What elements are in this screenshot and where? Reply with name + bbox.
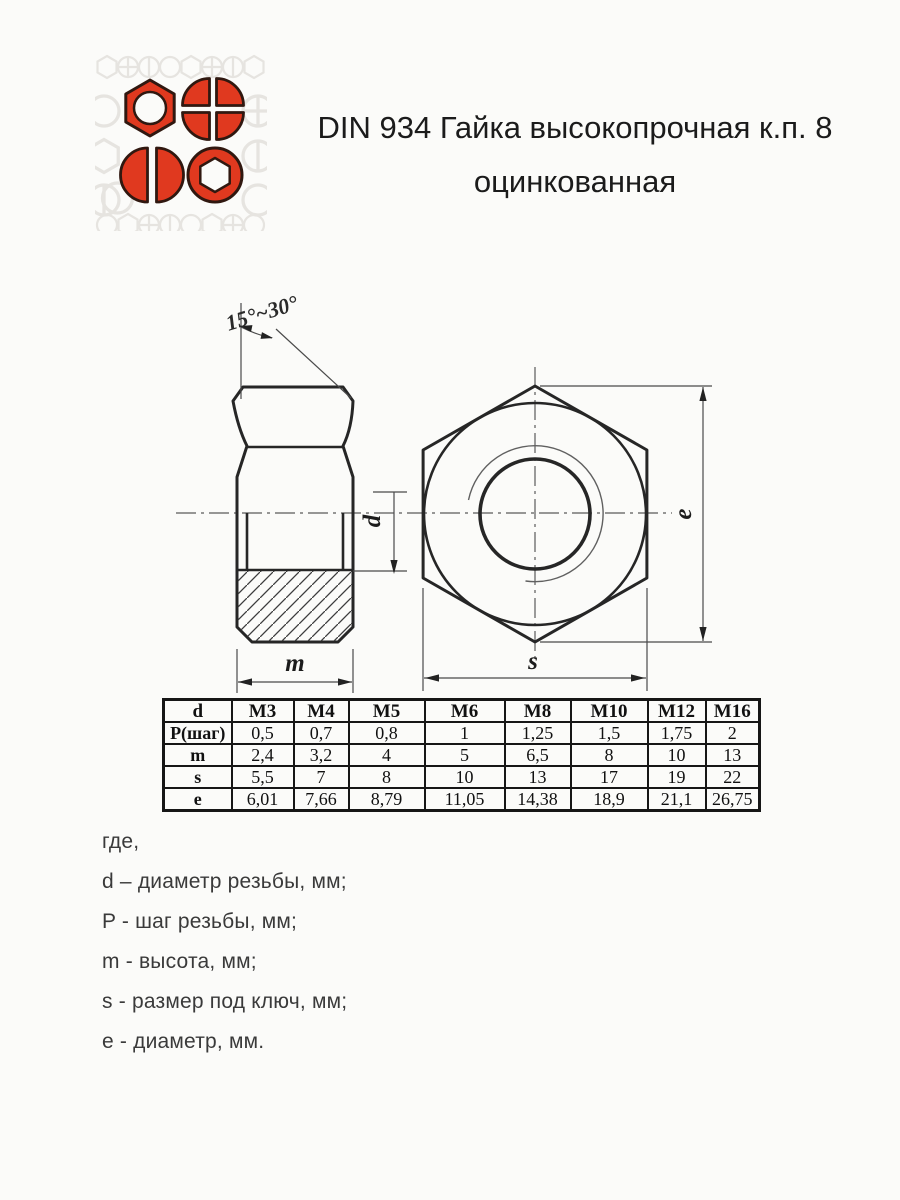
cell: 10 (648, 744, 706, 766)
legend-item-m: m - высота, мм; (102, 950, 257, 973)
cell: 0,8 (349, 722, 425, 744)
row-label: s (164, 766, 232, 788)
page-title-line2: оцинкованная (473, 164, 677, 199)
table-row (164, 722, 760, 744)
cell: 8 (571, 744, 648, 766)
table-row (164, 766, 760, 788)
col-header: M6 (425, 700, 505, 723)
cell: 7,66 (294, 788, 349, 811)
cell: 8,79 (349, 788, 425, 811)
legend-item-d: d – диаметр резьбы, мм; (102, 870, 347, 893)
page-title-line1: DIN 934 Гайка высокопрочная к.п. 8 (317, 110, 833, 145)
cell: 17 (571, 766, 648, 788)
section-hatching (238, 571, 352, 641)
cell: 13 (505, 766, 571, 788)
cell: 10 (425, 766, 505, 788)
col-header: M16 (706, 700, 760, 723)
table-header-row (164, 700, 760, 723)
cell: 21,1 (648, 788, 706, 811)
col-header: M12 (648, 700, 706, 723)
cell: 19 (648, 766, 706, 788)
page-title (250, 101, 900, 209)
chamfer-angle-label: 15°~30° (222, 290, 301, 336)
dimensions-table (162, 698, 761, 812)
cell: 1,5 (571, 722, 648, 744)
cell: 22 (706, 766, 760, 788)
table-row (164, 788, 760, 811)
cell: 8 (349, 766, 425, 788)
dimension-e-label: e (670, 508, 697, 520)
legend-item-s: s - размер под ключ, мм; (102, 990, 348, 1013)
hex-socket-head-icon (188, 148, 242, 202)
cell: 18,9 (571, 788, 648, 811)
dimension-s-label: s (528, 648, 538, 675)
legend-item-e: e - диаметр, мм. (102, 1030, 265, 1053)
dimension-d-label: d (359, 514, 386, 528)
col-header: M4 (294, 700, 349, 723)
cell: 0,5 (232, 722, 294, 744)
cell: 0,7 (294, 722, 349, 744)
cell: 11,05 (425, 788, 505, 811)
fastener-watermark-pattern (95, 56, 267, 231)
cell: 2 (706, 722, 760, 744)
legend-item-p: P - шаг резьбы, мм; (102, 910, 298, 933)
col-header: M10 (571, 700, 648, 723)
company-logo (95, 53, 267, 231)
col-header: M5 (349, 700, 425, 723)
table-row (164, 744, 760, 766)
cell: 6,01 (232, 788, 294, 811)
chamfer-angle-annotation (223, 290, 351, 399)
cell: 6,5 (505, 744, 571, 766)
hex-nut-icon (126, 80, 174, 136)
cell: 1 (425, 722, 505, 744)
dimension-e (540, 386, 712, 642)
slotted-screw-head-icon (121, 148, 184, 202)
cell: 14,38 (505, 788, 571, 811)
cell: 4 (349, 744, 425, 766)
col-header: d (164, 700, 232, 723)
nut-side-view (233, 387, 353, 642)
dimension-m-label: m (285, 650, 305, 677)
cell: 5,5 (232, 766, 294, 788)
cell: 1,25 (505, 722, 571, 744)
dimension-m (237, 649, 353, 693)
legend-intro: где, (102, 830, 140, 853)
cell: 5 (425, 744, 505, 766)
thread-arc (469, 446, 604, 582)
cell: 13 (706, 744, 760, 766)
cell: 7 (294, 766, 349, 788)
phillips-screw-head-icon (183, 79, 244, 140)
dimension-d (353, 492, 407, 574)
legend (102, 831, 347, 1071)
cell: 3,2 (294, 744, 349, 766)
row-label: m (164, 744, 232, 766)
hex-nut-technical-drawing (150, 283, 790, 708)
cell: 1,75 (648, 722, 706, 744)
col-header: M8 (505, 700, 571, 723)
col-header: M3 (232, 700, 294, 723)
cell: 2,4 (232, 744, 294, 766)
row-label: e (164, 788, 232, 811)
cell: 26,75 (706, 788, 760, 811)
row-label: P(шаг) (164, 722, 232, 744)
